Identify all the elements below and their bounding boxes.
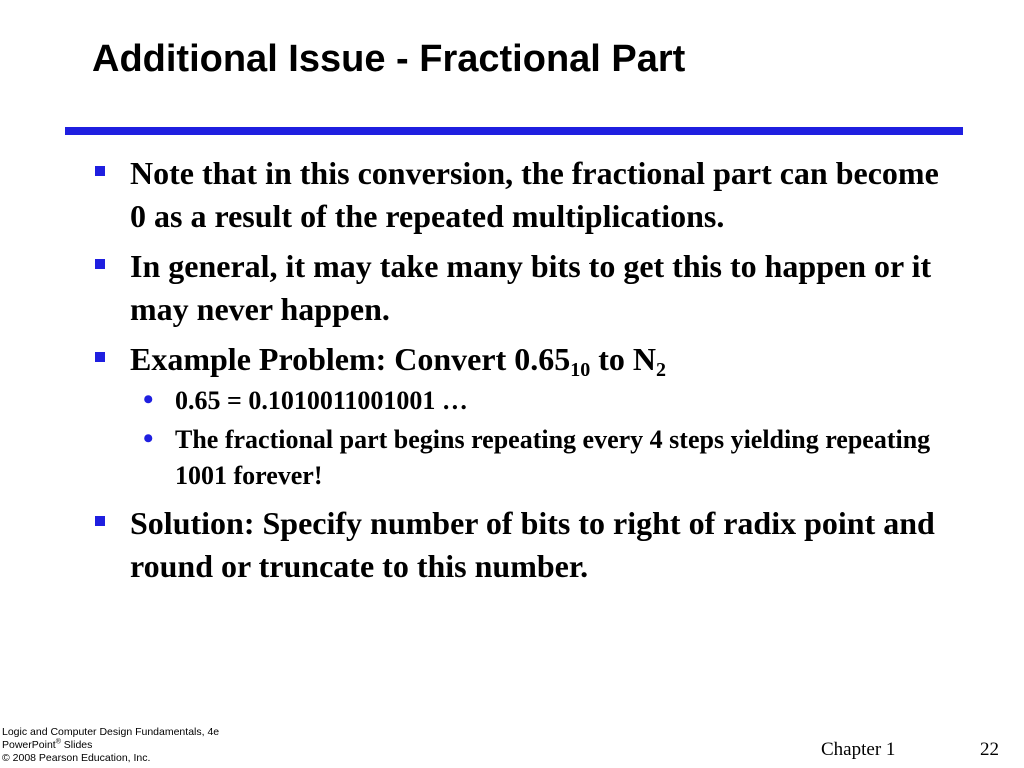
bullet-text: to N [590, 341, 656, 377]
page-number: 22 [980, 739, 999, 760]
bullet-text: Example Problem: Convert 0.65 [130, 341, 571, 377]
bullet-text: Note that in this conversion, the fractional part can become 0 as a result of the repeated multiplications. [130, 155, 939, 234]
bullet-text: In general, it may take many bits to get this to happen or it may never happen. [130, 248, 932, 327]
subscript: 10 [570, 359, 591, 381]
footer-slides-label [2, 739, 219, 752]
footer-book-title: Logic and Computer Design Fundamentals, 4e [2, 726, 220, 738]
round-bullet-icon: • [143, 422, 154, 455]
sub-bullet-item [95, 422, 955, 494]
square-bullet-icon [95, 516, 105, 526]
bullet-item [95, 152, 955, 238]
bullet-item [95, 338, 955, 381]
round-bullet-icon: • [143, 383, 154, 416]
footer-chapter: Chapter 1 [821, 739, 896, 760]
bullet-item [95, 502, 955, 588]
title-divider [65, 127, 963, 135]
square-bullet-icon [95, 259, 105, 269]
footer-credits [2, 726, 219, 765]
sub-bullet-text: The fractional part begins repeating every 4 steps yielding repeating 1001 forever! [175, 425, 931, 490]
footer-slides-text: Slides [60, 739, 93, 751]
subscript: 2 [656, 359, 666, 381]
bullet-text: Solution: Specify number of bits to right of radix point and round or truncate to this number. [130, 505, 935, 584]
slide-title: Additional Issue - Fractional Part [92, 38, 686, 80]
footer-slides-text: PowerPoint [2, 739, 56, 751]
square-bullet-icon [95, 352, 105, 362]
square-bullet-icon [95, 166, 105, 176]
sub-bullet-text: 0.65 = 0.1010011001001 … [175, 386, 468, 415]
bullet-item [95, 245, 955, 331]
bullet-list [95, 152, 955, 595]
footer-copyright: © 2008 Pearson Education, Inc. [2, 752, 151, 764]
sub-bullet-item [95, 383, 955, 419]
registered-mark: ® [55, 738, 61, 746]
